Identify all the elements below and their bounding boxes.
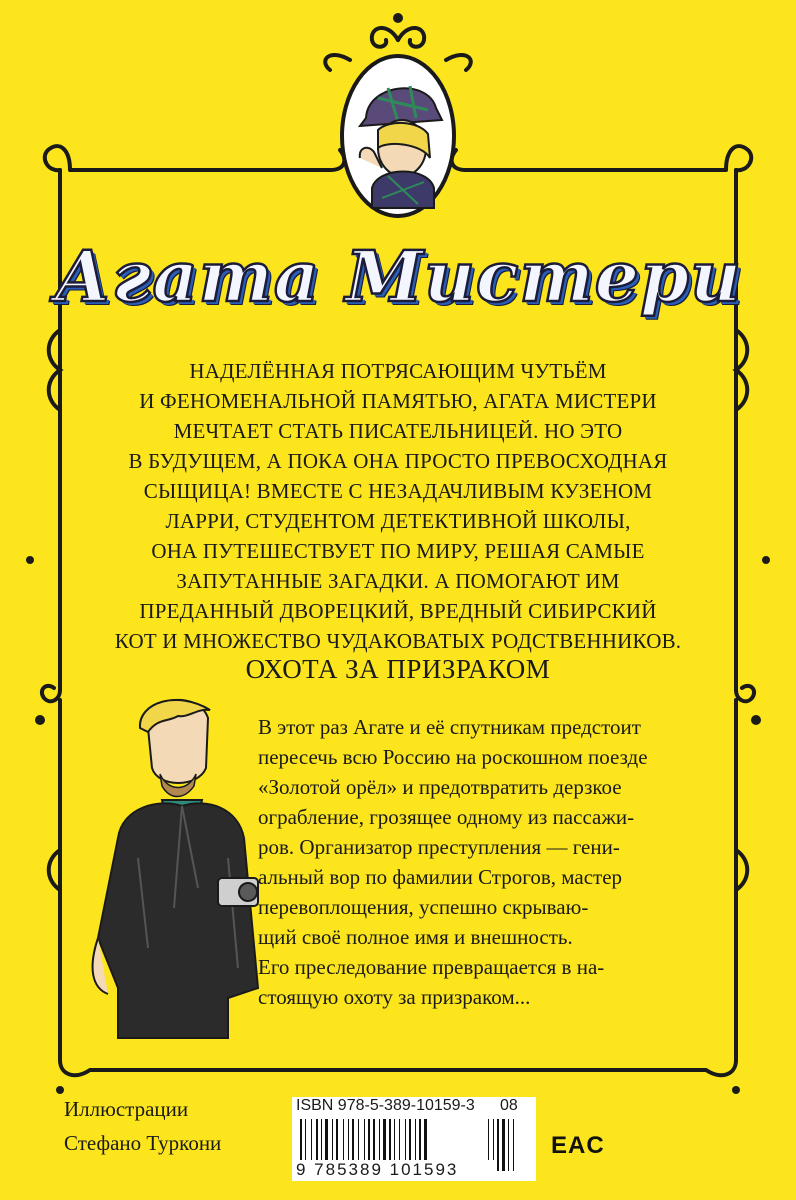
- synopsis-line: альный вор по фамилии Строгов, мастер: [258, 865, 623, 889]
- isbn-addon: 08: [500, 1097, 518, 1114]
- barcode-addon-bar: [497, 1119, 499, 1171]
- synopsis-line: пересечь всю Россию на роскошном поезде: [258, 745, 648, 769]
- synopsis-line: ров. Организатор преступления — гени-: [258, 835, 620, 859]
- barcode-bar: [343, 1119, 344, 1161]
- synopsis-line: стоящую охоту за призраком...: [258, 985, 531, 1009]
- barcode-bar: [321, 1119, 322, 1161]
- book-title: ОХОТА ЗА ПРИЗРАКОМ: [245, 654, 551, 684]
- intro-line: ЗАПУТАННЫЕ ЗАГАДКИ. А ПОМОГАЮТ ИМ: [176, 569, 620, 593]
- barcode-bar: [332, 1119, 333, 1161]
- detective-man-illustration: [78, 688, 278, 1048]
- barcode-bar: [405, 1119, 406, 1161]
- barcode-bar: [383, 1119, 386, 1161]
- barcode-bar: [394, 1119, 395, 1161]
- credits-label: Иллюстрации: [64, 1097, 189, 1121]
- intro-line: КОТ И МНОЖЕСТВО ЧУДАКОВАТЫХ РОДСТВЕННИКОВ.: [114, 629, 682, 653]
- barcode-bar: [424, 1119, 427, 1161]
- illustrator-credits: [64, 1092, 221, 1160]
- synopsis-line: перевоплощения, успешно скрываю-: [258, 895, 589, 919]
- barcode-bar: [348, 1119, 349, 1161]
- barcode-bar: [316, 1119, 318, 1161]
- intro-line: ПРЕДАННЫЙ ДВОРЕЦКИЙ, ВРЕДНЫЙ СИБИРСКИЙ: [139, 599, 657, 623]
- synopsis-line: В этот раз Агате и её спутникам предстоит: [258, 715, 641, 739]
- barcode-bar: [300, 1119, 302, 1161]
- barcode-bar: [409, 1119, 411, 1161]
- series-title: Агата Мистери: [54, 235, 742, 318]
- synopsis-line: «Золотой орёл» и предотвратить дерзкое: [258, 775, 622, 799]
- barcode-bar: [379, 1119, 380, 1161]
- barcode-addon-bar: [508, 1119, 509, 1171]
- intro-line: В БУДУЩЕМ, А ПОКА ОНА ПРОСТО ПРЕВОСХОДНАЯ: [128, 449, 668, 473]
- intro-line: ОНА ПУТЕШЕСТВУЕТ ПО МИРУ, РЕШАЯ САМЫЕ: [151, 539, 645, 563]
- barcode-addon-bar: [513, 1119, 514, 1171]
- barcode-bar: [305, 1119, 306, 1161]
- synopsis-line: ограбление, грозящее одному из пассажи-: [258, 805, 635, 829]
- intro-line: НАДЕЛЁННАЯ ПОТРЯСАЮЩИМ ЧУТЬЁМ: [189, 359, 607, 383]
- barcode-bar: [419, 1119, 421, 1161]
- barcode-addon-bar: [502, 1119, 505, 1171]
- synopsis-paragraph: [258, 712, 708, 1012]
- barcode-bar: [352, 1119, 354, 1161]
- credits-name: Стефано Туркони: [64, 1131, 222, 1155]
- intro-line: СЫЩИЦА! ВМЕСТЕ С НЕЗАДАЧЛИВЫМ КУЗЕНОМ: [143, 479, 653, 503]
- barcode-bar: [358, 1119, 359, 1161]
- intro-line: ЛАРРИ, СТУДЕНТОМ ДЕТЕКТИВНОЙ ШКОЛЫ,: [165, 509, 631, 533]
- barcode-bar: [399, 1119, 400, 1161]
- intro-paragraph: [110, 356, 686, 656]
- isbn-label: ISBN 978-5-389-10159-3: [296, 1097, 475, 1114]
- intro-line: И ФЕНОМЕНАЛЬНОЙ ПАМЯТЬЮ, АГАТА МИСТЕРИ: [139, 389, 657, 413]
- synopsis-line: Его преследование превращается в на-: [258, 955, 605, 979]
- barcode-bar: [389, 1119, 391, 1161]
- barcode-bar: [311, 1119, 312, 1161]
- barcode-bar: [325, 1119, 328, 1161]
- barcode-digits: 9 785389 101593: [296, 1160, 496, 1180]
- barcode-bar: [373, 1119, 375, 1161]
- agatha-portrait-icon: [338, 48, 458, 218]
- barcode-bar: [415, 1119, 416, 1161]
- eac-mark-icon: EAC: [551, 1132, 605, 1159]
- barcode-bar: [364, 1119, 365, 1161]
- barcode-bar: [336, 1119, 338, 1161]
- barcode-bar: [368, 1119, 370, 1161]
- synopsis-line: щий своё полное имя и внешность.: [258, 925, 573, 949]
- intro-line: МЕЧТАЕТ СТАТЬ ПИСАТЕЛЬНИЦЕЙ. НО ЭТО: [173, 419, 623, 443]
